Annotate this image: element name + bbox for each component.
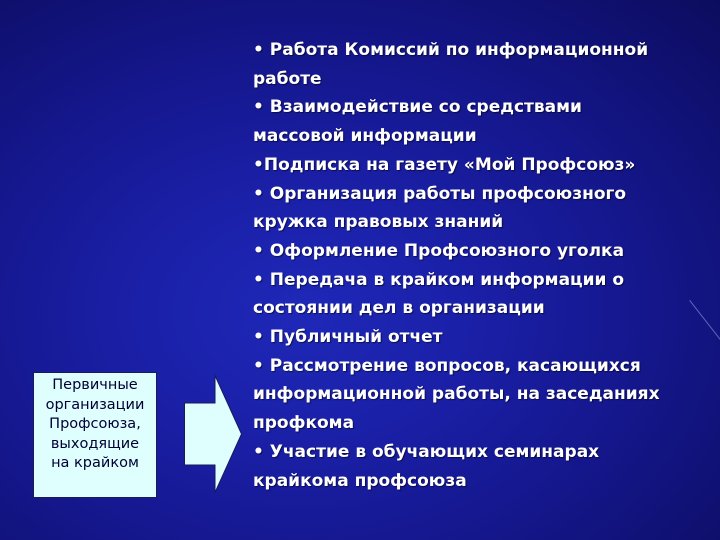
primary-organizations-box	[33, 372, 157, 498]
information-work-list	[253, 36, 713, 495]
list-item: • Оформление Профсоюзного уголка	[253, 240, 625, 261]
list-item: • Публичный отчет	[253, 327, 443, 348]
list-item: • Рассмотрение вопросов, касающихся информационной работы, на заседаниях профкома	[253, 355, 660, 434]
list-item: • Работа Комиссий по информационной работе	[253, 40, 649, 89]
list-item: • Взаимодействие со средствами массовой информации	[253, 97, 582, 147]
list-item: • Участие в обучающих семинарах крайкома профсоюза	[253, 441, 600, 491]
primary-organizations-label: Первичные организации Профсоюза, выходящие на крайком	[45, 377, 145, 471]
right-arrow-icon	[184, 375, 242, 493]
list-item: •Подписка на газету «Мой Профсоюз»	[253, 154, 636, 175]
list-item: • Передача в крайком информации о состоянии дел в организации	[253, 269, 625, 319]
list-item: • Организация работы профсоюзного кружка правовых знаний	[253, 183, 627, 233]
